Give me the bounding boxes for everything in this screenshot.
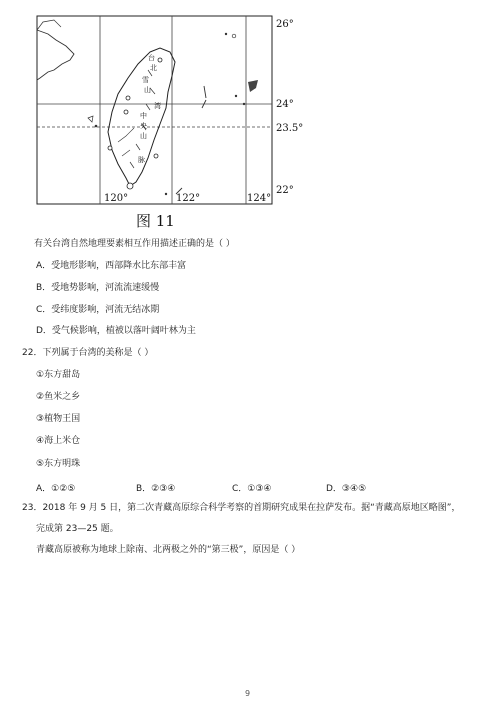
question-22-item-3: ③植物王国 bbox=[36, 414, 81, 424]
question-21-option-b: B．受地势影响，河流流速缓慢 bbox=[36, 283, 160, 293]
place-char-zhong: 中 bbox=[140, 112, 147, 120]
place-char-tai: 台 bbox=[148, 54, 155, 62]
question-22-choice-a: A．①②⑤ bbox=[36, 484, 76, 494]
question-22-item-1: ①东方甜岛 bbox=[36, 370, 81, 380]
lon-label-120: 120° bbox=[104, 193, 129, 204]
question-21-option-d: D．受气候影响，植被以落叶阔叶林为主 bbox=[36, 326, 196, 336]
page-number: 9 bbox=[245, 689, 251, 698]
lat-label-23-5: 23.5° bbox=[276, 123, 304, 134]
question-22-item-4: ④海上米仓 bbox=[36, 436, 81, 446]
lat-label-26: 26° bbox=[276, 19, 294, 30]
place-char-mai: 脉 bbox=[138, 156, 145, 164]
place-char-shan: 山 bbox=[144, 86, 151, 94]
question-22-item-5: ⑤东方明珠 bbox=[36, 459, 81, 469]
lon-label-124: 124° bbox=[247, 193, 272, 204]
question-22-choice-c: C．①③④ bbox=[232, 484, 272, 494]
lat-label-22: 22° bbox=[276, 185, 294, 196]
taiwan-map bbox=[0, 0, 320, 232]
question-23-intro-line2: 完成第 23—25 题。 bbox=[36, 524, 119, 534]
lon-label-122: 122° bbox=[176, 193, 201, 204]
question-22-choice-b: B．②③④ bbox=[136, 484, 176, 494]
lat-label-24: 24° bbox=[276, 99, 294, 110]
question-23-intro-line1: 23．2018 年 9 月 5 日，第二次青藏高原综合科学考察的首期研究成果在拉萨发布。据“青藏高原地区略图”， bbox=[22, 503, 461, 513]
question-22-item-2: ②鱼米之乡 bbox=[36, 392, 81, 402]
question-21-option-c: C．受纬度影响，河流无结冰期 bbox=[36, 305, 160, 315]
place-char-bei: 北 bbox=[150, 64, 157, 72]
figure-caption: 图 11 bbox=[136, 212, 175, 230]
place-char-yang: 央 bbox=[140, 122, 147, 130]
question-22-choice-d: D．③④⑤ bbox=[326, 484, 367, 494]
question-23-stem: 青藏高原被称为地球上除南、北两极之外的“第三极”，原因是（ ） bbox=[36, 545, 301, 555]
place-char-wan: 湾 bbox=[154, 102, 161, 110]
question-22-stem: 22．下列属于台湾的美称是（ ） bbox=[22, 348, 154, 358]
place-char-xue: 雪 bbox=[142, 76, 149, 84]
question-21-option-a: A．受地形影响，西部降水比东部丰富 bbox=[36, 261, 187, 271]
place-char-shan2: 山 bbox=[140, 132, 147, 140]
question-21-stem: 有关台湾自然地理要素相互作用描述正确的是（ ） bbox=[34, 239, 235, 249]
